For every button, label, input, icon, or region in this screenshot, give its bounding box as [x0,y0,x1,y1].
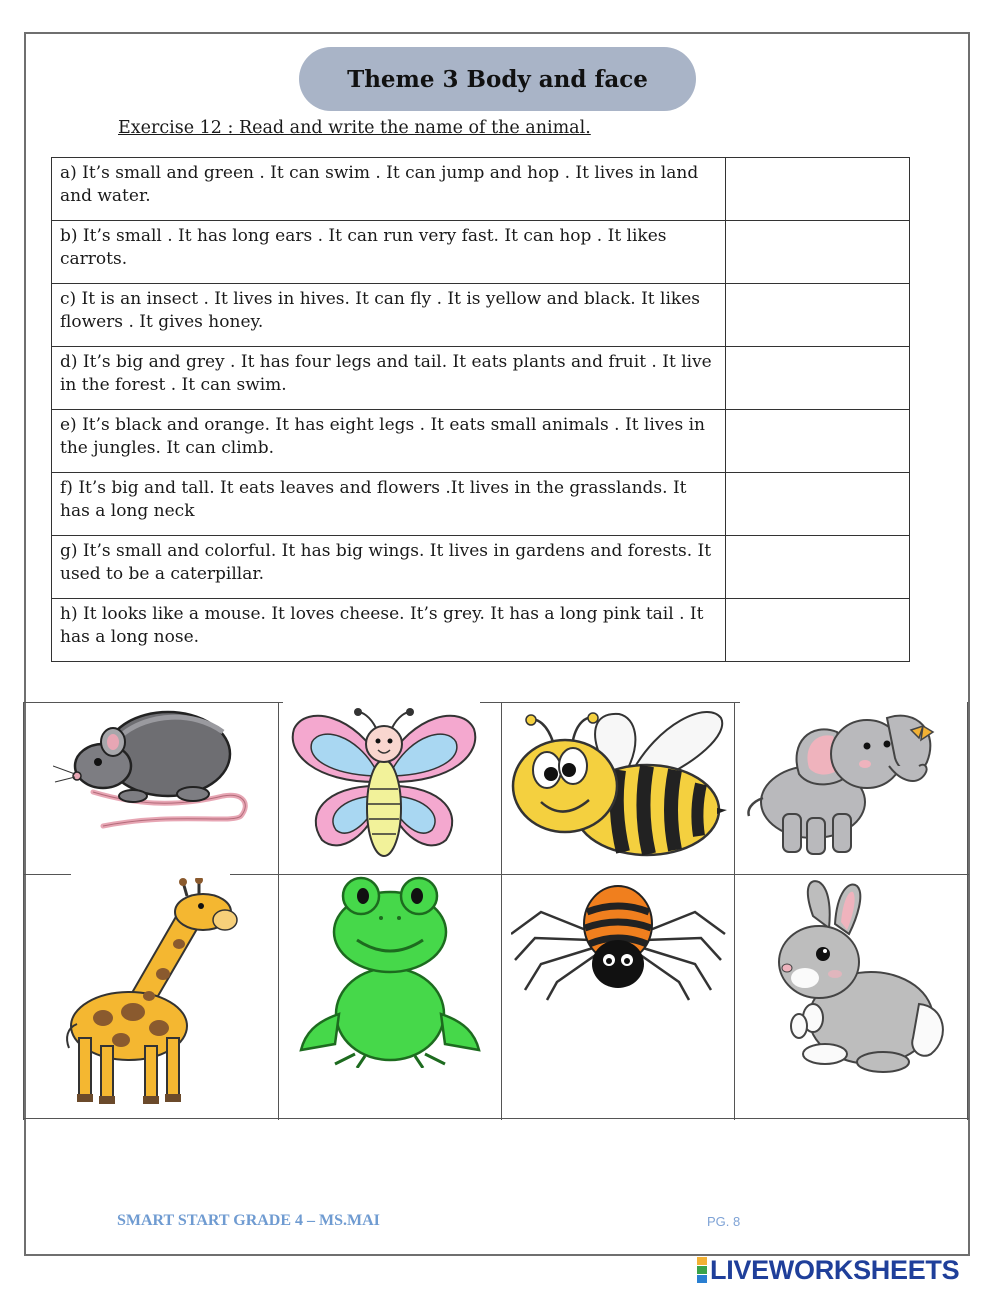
clue-text: a) It’s small and green . It can swim . It can jump and hop . It lives in land and water. [52,158,726,221]
answer-input-c[interactable] [726,284,909,344]
frog-icon [295,874,485,1068]
answer-cell [726,221,910,284]
grid-line [734,702,735,1120]
table-row [52,347,910,410]
answer-input-a[interactable] [726,158,909,218]
answer-input-d[interactable] [726,347,909,407]
clue-text: c) It is an insect . It lives in hives. It can fly . It is yellow and black. It likes flowers . It gives honey. [52,284,726,347]
grid-line [480,702,740,703]
grid-line [23,702,283,703]
footer-course-label: SMART START GRADE 4 – MS.MAI [117,1212,380,1229]
answer-input-e[interactable] [726,410,909,470]
grid-line [23,874,71,875]
answer-cell [726,410,910,473]
clue-text: g) It’s small and colorful. It has big wings. It lives in gardens and forests. It used to be a caterpillar. [52,536,726,599]
logo-text: LIVEWORKSHEETS [710,1254,960,1285]
table-row [52,221,910,284]
table-row [52,284,910,347]
answer-cell [726,473,910,536]
grid-line [501,702,502,1120]
clue-text: b) It’s small . It has long ears . It can run very fast. It can hop . It likes carrots. [52,221,726,284]
table-row [52,410,910,473]
table-row [52,536,910,599]
answer-cell [726,158,910,221]
rat-icon [53,704,253,829]
answer-input-f[interactable] [726,473,909,533]
answer-input-h[interactable] [726,599,909,659]
answer-cell [726,536,910,599]
logo-mark-icon [697,1257,707,1283]
butterfly-icon [286,704,481,862]
clue-table [51,157,910,662]
answer-cell [726,599,910,662]
grid-line [23,702,24,1120]
clue-text: h) It looks like a mouse. It loves cheese. It’s grey. It has a long pink tail . It has a long nose. [52,599,726,662]
answer-cell [726,347,910,410]
exercise-instruction: Exercise 12 : Read and write the name of the animal. [118,118,591,138]
liveworksheets-logo[interactable] [697,1255,959,1285]
bee-icon [507,704,727,862]
spider-icon [511,882,726,1002]
table-row [52,158,910,221]
clue-text: d) It’s big and grey . It has four legs and tail. It eats plants and fruit . It live in the forest . It can swim. [52,347,726,410]
table-row [52,599,910,662]
rabbit-icon [753,878,949,1078]
elephant-icon [741,702,939,860]
answer-cell [726,284,910,347]
grid-line [967,702,968,1120]
grid-line [278,702,279,1120]
clue-text: f) It’s big and tall. It eats leaves and flowers .It lives in the grasslands. It has a long neck [52,473,726,536]
answer-input-g[interactable] [726,536,909,596]
giraffe-icon [63,878,243,1106]
answer-input-b[interactable] [726,221,909,281]
page-title: Theme 3 Body and face [299,47,696,111]
animal-picture-grid [23,702,969,1120]
grid-line [23,1118,969,1119]
footer-page-number: PG. 8 [707,1214,741,1229]
table-row [52,473,910,536]
clue-text: e) It’s black and orange. It has eight legs . It eats small animals . It lives in the jungles. It can climb. [52,410,726,473]
